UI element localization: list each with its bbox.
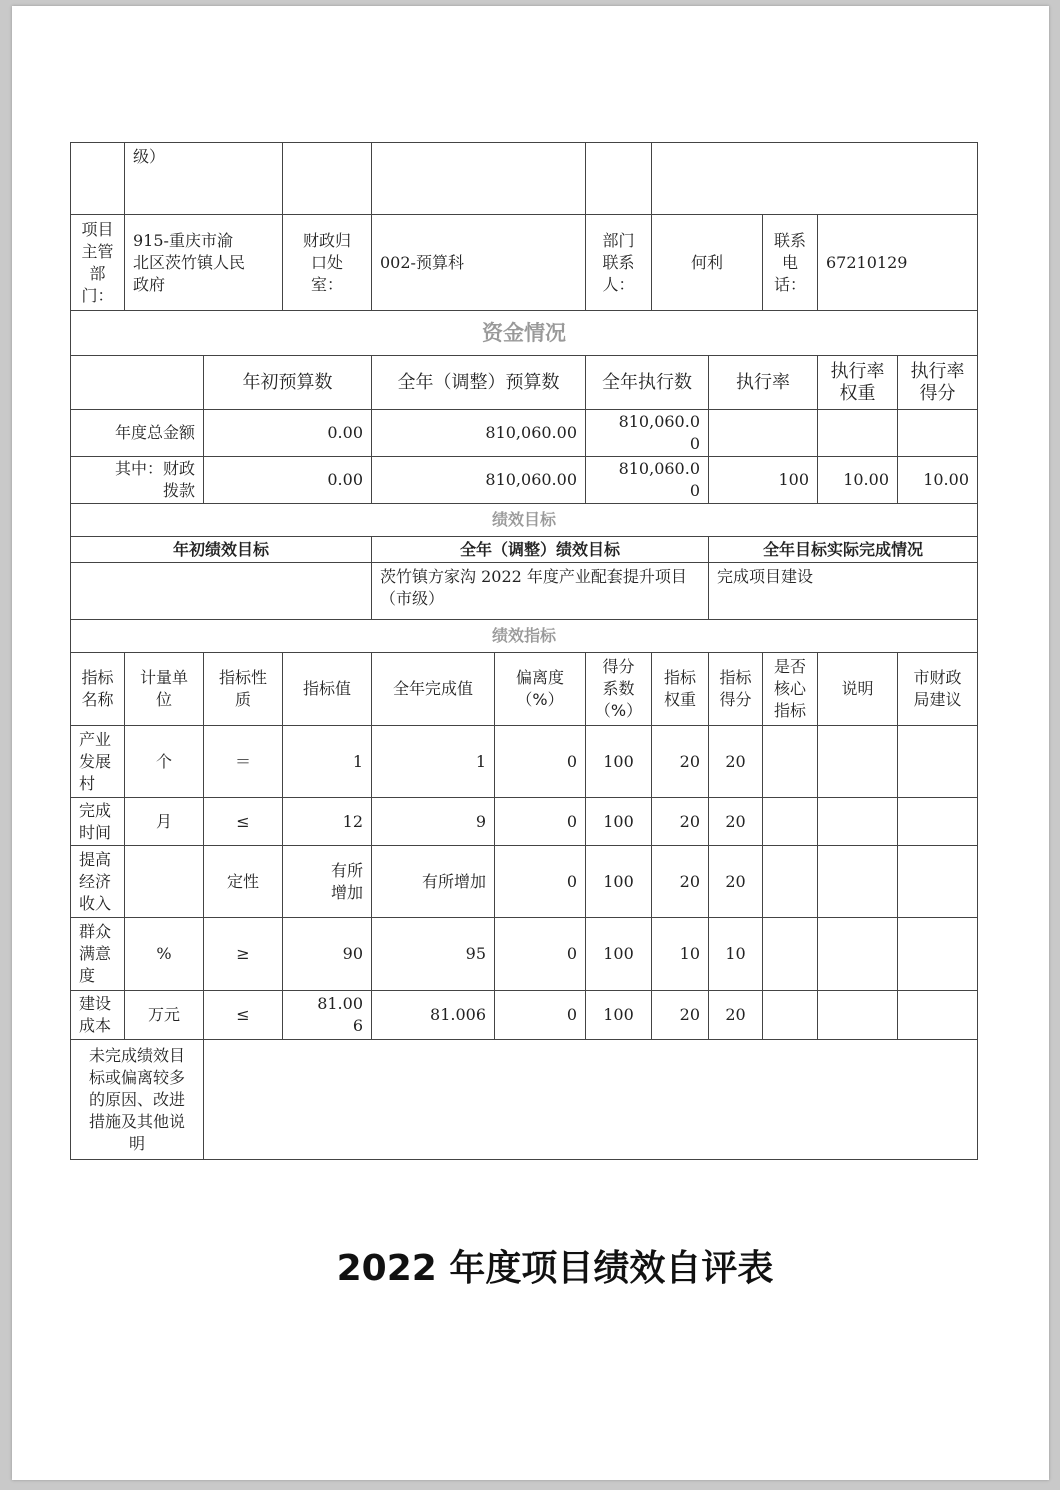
dept-value [124,214,283,311]
indicator-nature [203,797,283,846]
continued-text-cell [124,142,283,215]
indicator-coef-text: 100 [603,1005,634,1024]
indicator-note [817,990,898,1040]
indicator-header-text: 指标性 质 [218,668,267,709]
funding-rate [708,456,818,504]
office-value [371,214,586,311]
indicator-header [651,652,709,726]
dept-value-text: 915-重庆市渝 北区茨竹镇人民 政府 [133,230,246,294]
phone-value-text: 67210129 [826,252,908,272]
goals-actual [708,562,978,620]
indicator-deviation [494,725,586,798]
indicator-core [762,797,818,846]
indicator-coef-text: 100 [603,944,634,963]
remarks-label-text: 未完成绩效目 标或偏离较多 的原因、改进 措施及其他说 明 [88,1045,185,1153]
funding-header [897,355,978,410]
funding-weight [817,456,898,504]
indicator-actual-text: 95 [465,944,486,963]
indicator-header-text: 偏离度 （%） [515,668,564,709]
goals-header-actual-text: 全年目标实际完成情况 [762,539,923,559]
indicator-name [70,917,125,991]
top-blank-cell [70,142,125,215]
indicator-weight [651,917,709,991]
contact-label [585,214,652,311]
funding-header-text: 全年（调整）预算数 [397,371,560,393]
performance-table [70,142,978,1160]
indicator-header-text: 指标 名称 [81,668,114,709]
funding-header-blank [70,355,204,410]
indicator-target [282,990,372,1040]
funding-header-text: 执行率 [736,371,790,393]
goals-header-adjusted [371,536,709,563]
indicator-score [708,990,763,1040]
funding-weight [817,409,898,457]
contact-label-text: 部门 联系 人： [602,230,635,294]
goals-section-title [70,503,978,537]
indicator-nature [203,845,283,918]
funding-header [708,355,818,410]
contact-value [651,214,763,311]
funding-initial-text: 0.00 [327,423,363,442]
indicator-target-text: 81.00 6 [317,994,363,1035]
indicator-note [817,797,898,846]
indicator-deviation-text: 0 [566,811,577,831]
indicator-unit-text: 月 [155,811,172,831]
phone-label-text: 联系 电 话： [773,230,806,294]
goals-header-initial [70,536,372,563]
indicator-deviation-text: 0 [566,751,577,771]
indicator-target-text: 1 [352,751,363,771]
indicator-header-text: 市财政 局建议 [913,668,962,709]
continued-text-cell-text: 级） [133,147,166,166]
funding-header [203,355,372,410]
indicator-actual [371,990,495,1040]
indicator-unit-text: 万元 [147,1005,180,1024]
document-page [12,6,1049,1480]
funding-adjusted [371,409,586,457]
indicator-coef [585,845,652,918]
indicator-core [762,725,818,798]
indicator-coef [585,917,652,991]
phone-value [817,214,978,311]
indicator-name-text: 群众 满意 度 [79,922,112,985]
goals-adjusted-text: 茨竹镇方家沟 2022 年度产业配套提升项目（市级） [380,567,687,608]
indicator-note [817,845,898,918]
indicator-score-text: 20 [725,751,746,771]
indicator-weight [651,797,709,846]
indicator-advice [897,845,978,918]
funding-header-text: 全年执行数 [602,371,692,393]
funding-header [585,355,709,410]
indicator-unit-text: % [156,944,172,963]
funding-row-label-text: 年度总金额 [114,423,195,442]
funding-header-text: 年初预算数 [242,371,333,393]
indicator-name [70,797,125,846]
indicator-score-text: 20 [725,871,746,891]
contact-value-text: 何利 [690,252,723,272]
office-label-text: 财政归 口处 室： [302,230,351,294]
funding-initial [203,409,372,457]
indicator-actual-text: 1 [475,751,486,771]
indicator-weight-text: 10 [679,944,700,963]
indicator-deviation [494,917,586,991]
top-blank-cell [282,142,372,215]
remarks-value [203,1039,978,1160]
indicator-coef [585,725,652,798]
indicator-header-text: 计量单 位 [139,668,188,709]
indicators-section-title-text: 绩效指标 [491,626,556,645]
funding-adjusted [371,456,586,504]
indicator-nature-text: ≥ [236,944,250,963]
funding-header [817,355,898,410]
funding-executed [585,456,709,504]
funding-rate-text: 100 [778,470,809,489]
indicator-core [762,990,818,1040]
indicator-nature-text: ＝ [234,751,251,771]
goals-initial [70,562,372,620]
indicator-coef [585,990,652,1040]
top-blank-cell [651,142,978,215]
funding-executed-text: 810,060.0 0 [618,459,700,500]
indicator-advice [897,725,978,798]
indicator-header [585,652,652,726]
phone-label [762,214,818,311]
goals-header-actual [708,536,978,563]
funding-row-label [70,456,204,504]
indicator-unit [124,725,204,798]
indicator-actual [371,725,495,798]
indicator-coef-text: 100 [603,871,634,891]
indicator-score-text: 10 [725,944,746,963]
funding-executed [585,409,709,457]
indicator-header [762,652,818,726]
indicators-section-title [70,619,978,653]
goals-actual-text: 完成项目建设 [717,567,814,586]
dept-label [70,214,125,311]
funding-initial [203,456,372,504]
indicator-target-text: 12 [342,811,363,831]
indicator-weight [651,990,709,1040]
indicator-unit-text: 个 [155,751,172,771]
indicator-core [762,917,818,991]
indicator-header-text: 是否 核心 指标 [773,657,806,720]
indicator-coef-text: 100 [603,811,634,831]
funding-adjusted-text: 810,060.00 [485,470,577,489]
indicator-advice [897,990,978,1040]
indicator-deviation [494,845,586,918]
funding-initial-text: 0.00 [327,470,363,489]
funding-section-title-text: 资金情况 [482,321,566,345]
indicator-nature-text: ≤ [236,1005,250,1024]
indicator-header [70,652,125,726]
indicator-name-text: 建设 成本 [79,994,112,1035]
indicator-deviation [494,797,586,846]
indicator-actual-text: 有所增加 [421,871,486,891]
indicator-header [817,652,898,726]
indicator-score [708,725,763,798]
goals-adjusted [371,562,709,620]
goals-section-title-text: 绩效目标 [491,510,556,529]
indicator-actual-text: 9 [475,811,486,831]
funding-rate [708,409,818,457]
indicator-header [203,652,283,726]
indicator-target [282,797,372,846]
indicator-coef [585,797,652,846]
indicator-target [282,845,372,918]
indicator-weight-text: 20 [679,751,700,771]
funding-section-title [70,310,978,356]
dept-label-text: 项目 主管 部 门： [81,219,114,305]
funding-score [897,409,978,457]
indicator-nature [203,990,283,1040]
indicator-header [494,652,586,726]
indicator-nature [203,725,283,798]
indicator-deviation-text: 0 [566,1005,577,1024]
indicator-header [708,652,763,726]
indicator-unit [124,797,204,846]
indicator-header-text: 指标值 [302,679,351,698]
indicator-name-text: 产业 发展 村 [79,729,112,793]
indicator-target [282,917,372,991]
indicator-header-text: 指标 权重 [663,668,696,709]
funding-header [371,355,586,410]
funding-row-label-text: 其中：财政 拨款 [114,459,195,500]
indicator-header-text: 得分 系数 （%） [594,657,643,720]
indicator-nature-text: 定性 [226,871,259,891]
indicator-weight-text: 20 [679,1005,700,1024]
indicator-header-text: 指标 得分 [719,668,752,709]
indicator-score [708,797,763,846]
indicator-score [708,845,763,918]
indicator-target-text: 有所 增加 [330,860,363,902]
funding-header-text: 执行率 得分 [910,360,965,404]
indicator-name-text: 提高 经济 收入 [79,849,112,913]
indicator-name-text: 完成 时间 [79,800,112,842]
indicator-deviation-text: 0 [566,871,577,891]
funding-weight-text: 10.00 [843,470,889,489]
funding-adjusted-text: 810,060.00 [485,423,577,442]
indicator-weight [651,725,709,798]
indicator-actual-text: 81.006 [430,1005,486,1024]
indicator-weight-text: 20 [679,811,700,831]
indicator-weight-text: 20 [679,871,700,891]
funding-executed-text: 810,060.0 0 [618,412,700,453]
indicator-advice [897,917,978,991]
indicator-header [897,652,978,726]
top-blank-cell [585,142,652,215]
remarks-label [70,1039,204,1160]
indicator-note [817,917,898,991]
goals-header-adjusted-text: 全年（调整）绩效目标 [459,539,620,559]
indicator-header [124,652,204,726]
office-label [282,214,372,311]
funding-header-text: 执行率 权重 [830,360,885,404]
indicator-name [70,725,125,798]
top-blank-cell [371,142,586,215]
indicator-nature-text: ≤ [236,811,250,831]
indicator-unit [124,917,204,991]
indicator-deviation [494,990,586,1040]
indicator-weight [651,845,709,918]
indicator-coef-text: 100 [603,751,634,771]
indicator-note [817,725,898,798]
indicator-actual [371,797,495,846]
indicator-deviation-text: 0 [566,944,577,963]
indicator-target-text: 90 [342,944,363,963]
indicator-score [708,917,763,991]
indicator-header [371,652,495,726]
indicator-target [282,725,372,798]
indicator-actual [371,845,495,918]
indicator-core [762,845,818,918]
office-value-text: 002-预算科 [380,252,464,272]
indicator-name [70,990,125,1040]
indicator-unit [124,990,204,1040]
indicator-advice [897,797,978,846]
funding-score [897,456,978,504]
indicator-header-text: 全年完成值 [392,679,473,698]
indicator-score-text: 20 [725,811,746,831]
indicator-score-text: 20 [725,1005,746,1024]
goals-header-initial-text: 年初绩效目标 [172,539,269,559]
indicator-actual [371,917,495,991]
indicator-header [282,652,372,726]
document-title: 2022 年度项目绩效自评表 [336,1248,774,1289]
indicator-unit [124,845,204,918]
indicator-nature [203,917,283,991]
funding-score-text: 10.00 [923,470,969,489]
indicator-name [70,845,125,918]
funding-row-label [70,409,204,457]
indicator-header-text: 说明 [841,679,874,698]
